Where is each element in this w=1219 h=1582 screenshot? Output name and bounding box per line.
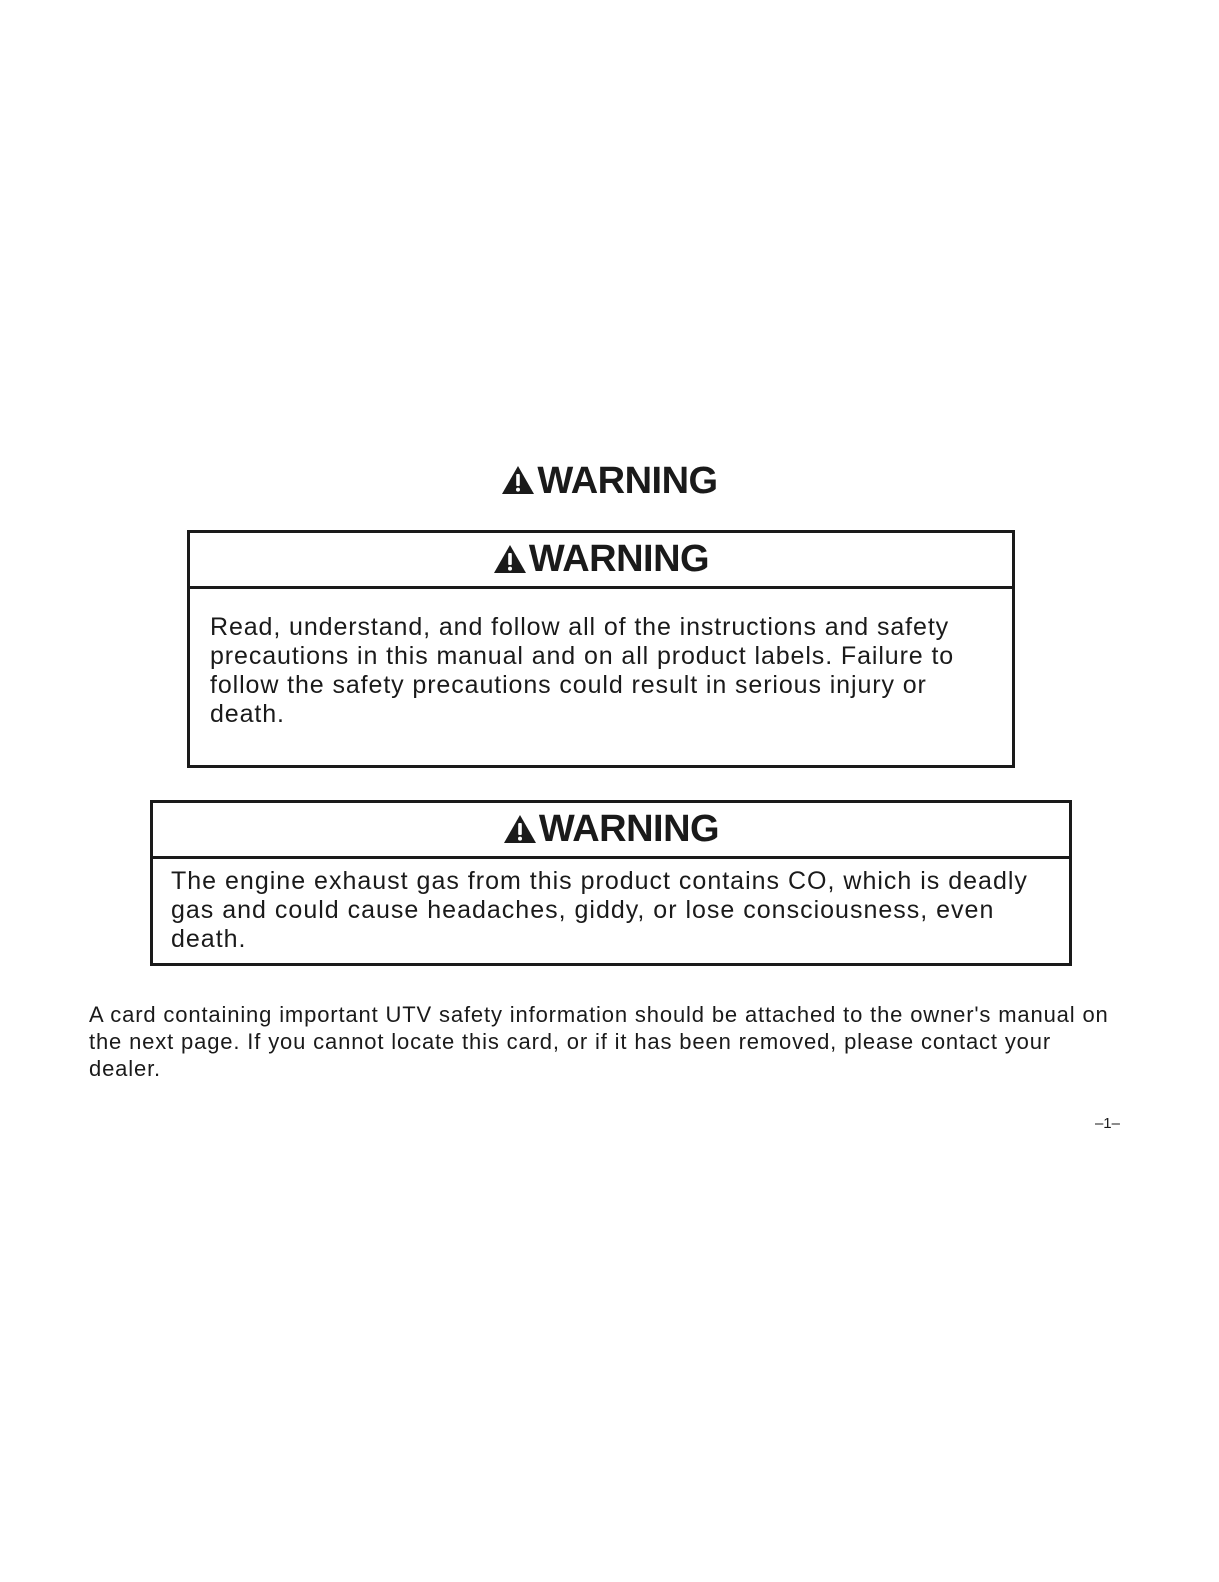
page-warning-heading-text: WARNING <box>537 459 718 502</box>
warning-box-instructions <box>187 530 1015 768</box>
warning-box-heading-text: WARNING <box>538 808 720 850</box>
warning-triangle-icon <box>501 465 535 495</box>
warning-box-exhaust <box>150 800 1072 966</box>
page-number: –1– <box>1094 1115 1120 1132</box>
warning-box-body: The engine exhaust gas from this product contains CO, which is deadly gas and could cause headaches, giddy, or lose consciousness, even death. <box>171 867 1028 953</box>
warning-box-heading <box>190 533 1012 589</box>
warning-box-heading <box>153 803 1069 859</box>
safety-card-note: A card containing important UTV safety information should be attached to the owner's manual on the next page. If you cannot locate this card, or if it has been removed, please contact your dealer. <box>89 1002 1109 1081</box>
warning-triangle-icon <box>493 544 527 574</box>
warning-triangle-icon <box>503 814 537 844</box>
page-warning-heading <box>0 458 1219 504</box>
warning-box-body: Read, understand, and follow all of the instructions and safety precautions in this manual and on all product labels. Failure to follow the safety precautions could result in serious injury or death. <box>210 613 955 728</box>
warning-box-heading-text: WARNING <box>528 538 710 580</box>
